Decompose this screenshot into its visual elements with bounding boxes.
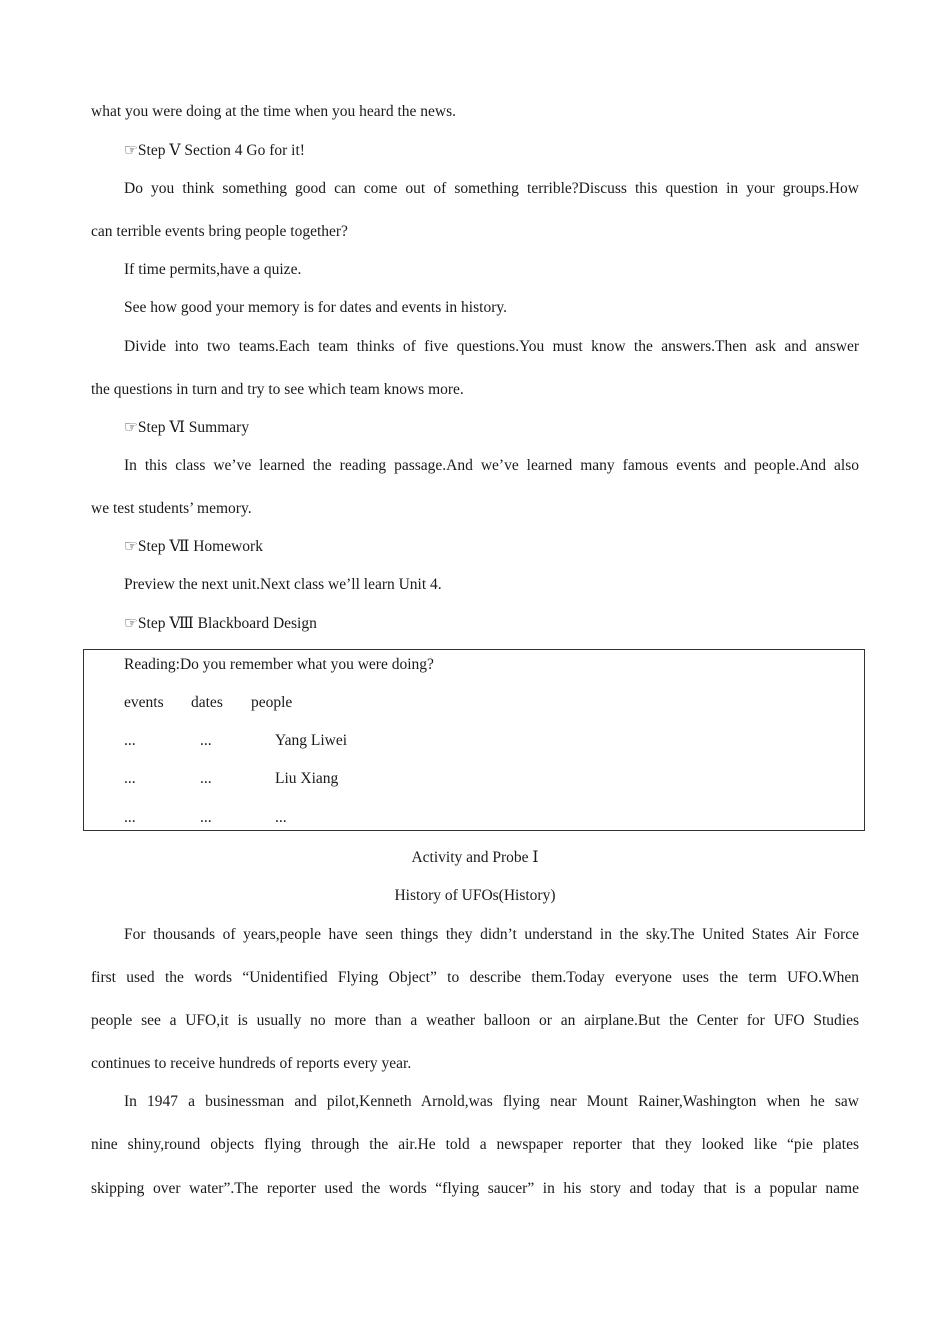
paragraph-line: first used the words “Unidentified Flying Object” to describe them.Today everyone uses the term UFO.When — [91, 969, 859, 986]
paragraph-line: people see a UFO,it is usually no more than a weather balloon or an airplane.But the Center for UFO Studies — [91, 1012, 859, 1029]
board-cell: Liu Xiang — [275, 770, 339, 787]
text-line: Divide into two teams.Each team thinks of five questions.You must know the answers.Then ask and answer — [124, 338, 859, 355]
text-line: See how good your memory is for dates and events in history. — [124, 299, 507, 316]
paragraph-line: skipping over water”.The reporter used the words “flying saucer” in his story and today that is a popular name — [91, 1180, 859, 1197]
text-line: can terrible events bring people together? — [91, 223, 348, 240]
blackboard-design-box — [83, 649, 865, 831]
text-line: the questions in turn and try to see which team knows more. — [91, 381, 464, 398]
board-cell: ... — [200, 770, 212, 787]
text-line: Do you think something good can come out of something terrible?Discuss this question in your groups.How — [124, 180, 859, 197]
section-heading: Activity and Probe Ⅰ — [411, 849, 539, 866]
board-cell: Yang Liwei — [275, 732, 348, 749]
board-cell: ... — [275, 809, 287, 826]
board-cell: ... — [124, 770, 136, 787]
paragraph-line: For thousands of years,people have seen things they didn’t understand in the sky.The United States Air Force — [124, 926, 859, 943]
board-cell: ... — [200, 732, 212, 749]
board-header-events: events — [124, 694, 164, 711]
board-title: Reading:Do you remember what you were doing? — [124, 656, 434, 673]
board-cell: ... — [200, 809, 212, 826]
text-line: what you were doing at the time when you heard the news. — [91, 103, 457, 120]
paragraph-line: continues to receive hundreds of reports every year. — [91, 1055, 412, 1072]
board-cell: ... — [124, 809, 136, 826]
board-header-people: people — [251, 694, 293, 711]
paragraph-line: In 1947 a businessman and pilot,Kenneth Arnold,was flying near Mount Rainer,Washington when he saw — [124, 1093, 859, 1110]
step-heading: ☞Step Ⅶ Homework — [124, 538, 263, 555]
text-line: Preview the next unit.Next class we’ll learn Unit 4. — [124, 576, 442, 593]
step-heading: ☞Step Ⅵ Summary — [124, 419, 250, 436]
text-line: If time permits,have a quize. — [124, 261, 302, 278]
section-subheading: History of UFOs(History) — [394, 887, 556, 904]
text-line: we test students’ memory. — [91, 500, 252, 517]
step-heading: ☞Step Ⅴ Section 4 Go for it! — [124, 142, 305, 159]
paragraph-line: nine shiny,round objects flying through the air.He told a newspaper reporter that they looked like “pie plates — [91, 1136, 859, 1153]
step-heading: ☞Step Ⅷ Blackboard Design — [124, 615, 317, 632]
text-line: In this class we’ve learned the reading passage.And we’ve learned many famous events and people.And also — [124, 457, 859, 474]
board-header-dates: dates — [191, 694, 223, 711]
board-cell: ... — [124, 732, 136, 749]
